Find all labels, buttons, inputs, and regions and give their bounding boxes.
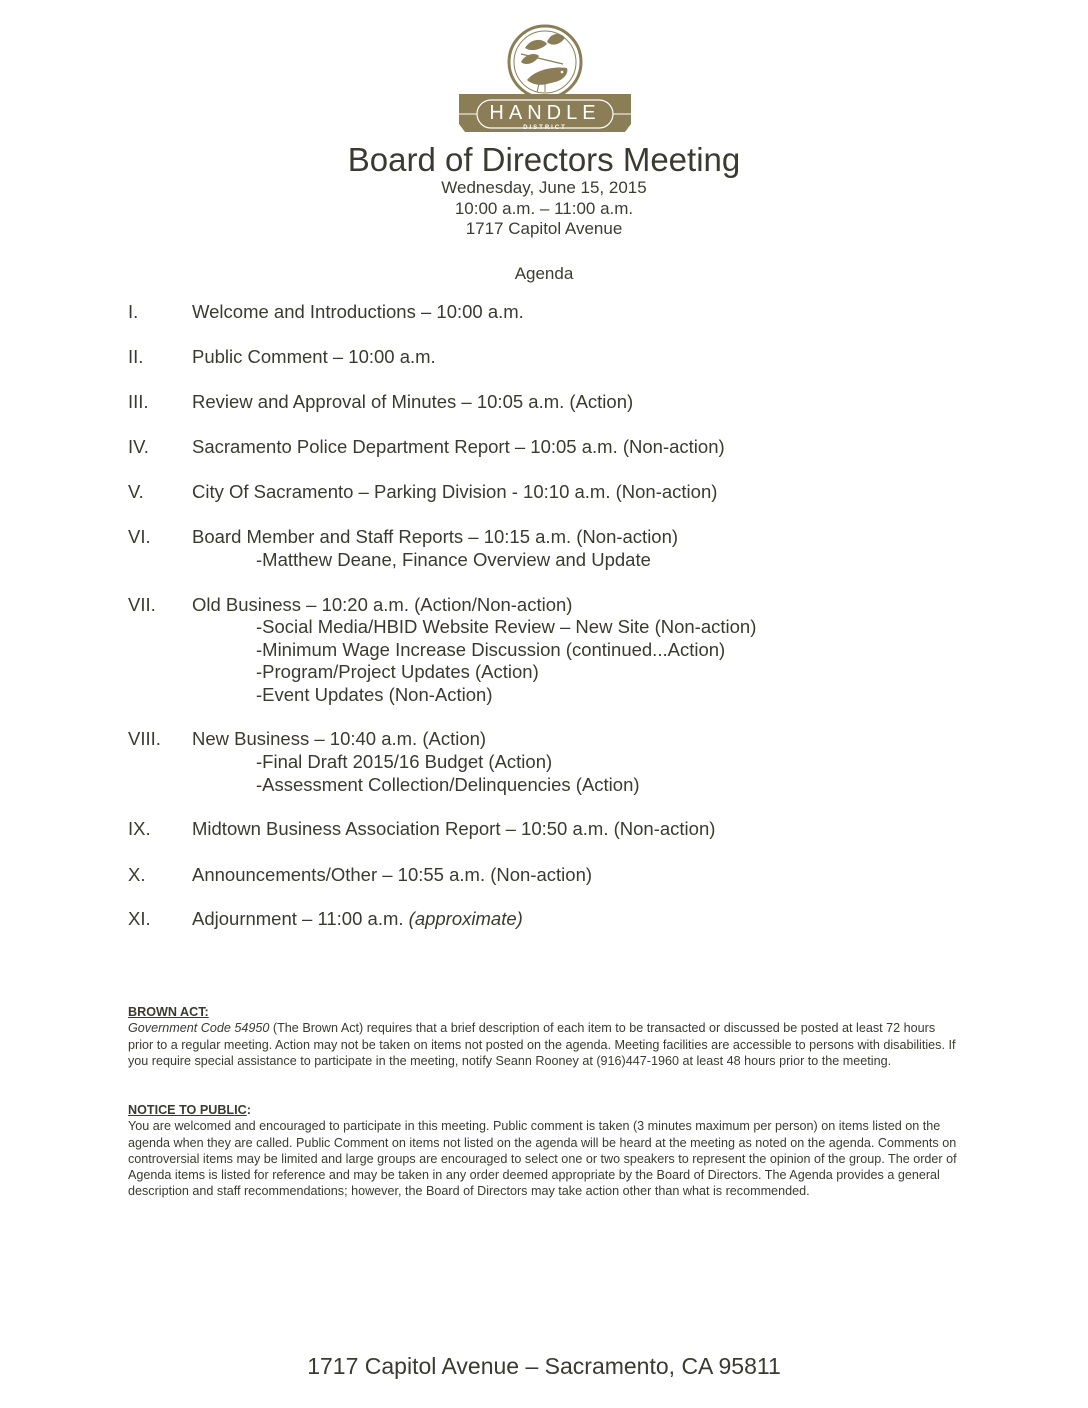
agenda-item-number: III. [128, 391, 149, 412]
agenda-item-text: Sacramento Police Department Report – 10:05 a.m. (Non-action) [192, 436, 725, 457]
agenda-item-note: (approximate) [408, 908, 523, 929]
brown-act-text: (The Brown Act) requires that a brief description of each item to be transacted or discussed be posted at least 72 hours prior to a regular meeting. Action may not be taken on items not posted on the agenda. Meeting facilities are accessible to persons with disabilities. If you require special assistance to participate in the meeting, notify Seann Rooney at (916)447-1960 at least 48 hours prior to the meeting. [128, 1021, 956, 1068]
notice-heading-colon: : [246, 1103, 251, 1117]
agenda-item-text: New Business – 10:40 a.m. (Action) [192, 728, 487, 749]
agenda-subitem-text: -Assessment Collection/Delinquencies (Action) [256, 774, 640, 795]
government-code: Government Code 54950 [128, 1021, 270, 1036]
agenda-item-number: I. [128, 301, 139, 322]
agenda-item-text: City Of Sacramento – Parking Division - 10:10 a.m. (Non-action) [192, 481, 718, 502]
agenda-item-number: V. [128, 481, 144, 502]
agenda-item-number: II. [128, 346, 144, 367]
agenda-item-text: Welcome and Introductions – 10:00 a.m. [192, 301, 524, 322]
agenda-item-number: VII. [128, 594, 156, 615]
agenda-subitem-text: -Program/Project Updates (Action) [256, 661, 539, 682]
agenda-item-number: IV. [128, 436, 149, 457]
agenda-item-text: Review and Approval of Minutes – 10:05 a.m. (Action) [192, 391, 634, 412]
handle-district-logo [455, 24, 635, 138]
agenda-item-text: Old Business – 10:20 a.m. (Action/Non-action) [192, 594, 573, 615]
logo-subtitle: DISTRICT [523, 125, 567, 131]
notice-body: You are welcomed and encouraged to participate in this meeting. Public comment is taken (3 minutes maximum per person) on items listed on the agenda when they are called. Public Comment on items not listed on the agenda will be heard at the meeting as noted on the agenda. Comments on controversial items may be limited and large groups are encouraged to select one or two speakers to represent the opinion of the group. The order of Agenda items is listed for reference and may be taken in any order deemed appropriate by the Board of Directors. The Agenda provides a general description and staff recommendations; however, the Board of Directors may take action other than what is recommended. [128, 1119, 957, 1199]
logo-wordmark: HANDLE [489, 102, 601, 124]
agenda-item-text: Midtown Business Association Report – 10:50 a.m. (Non-action) [192, 818, 716, 839]
agenda-item-text: Public Comment – 10:00 a.m. [192, 346, 436, 367]
agenda-subitem-text: -Matthew Deane, Finance Overview and Update [256, 549, 651, 570]
agenda-subitem-text: -Social Media/HBID Website Review – New Site (Non-action) [256, 616, 757, 637]
agenda-item-text: Board Member and Staff Reports – 10:15 a.m. (Non-action) [192, 526, 679, 547]
agenda-item-number: XI. [128, 908, 151, 929]
footer-address: 1717 Capitol Avenue – Sacramento, CA 95811 [307, 1353, 781, 1379]
agenda-subitem-text: -Event Updates (Non-Action) [256, 684, 493, 705]
agenda-subitem-text: -Final Draft 2015/16 Budget (Action) [256, 751, 553, 772]
meeting-time: 10:00 a.m. – 11:00 a.m. [454, 199, 634, 218]
brown-act-body [128, 1020, 963, 1069]
agenda-item-number: IX. [128, 818, 151, 839]
agenda-heading: Agenda [514, 264, 574, 283]
meeting-date: Wednesday, June 15, 2015 [441, 178, 647, 197]
notice-heading: NOTICE TO PUBLIC [128, 1103, 247, 1117]
agenda-subitem-text: -Minimum Wage Increase Discussion (continued...Action) [256, 639, 726, 660]
brown-act-heading: BROWN ACT: [128, 1005, 209, 1019]
meeting-location: 1717 Capitol Avenue [465, 219, 623, 238]
brown-act-section [128, 1004, 963, 1069]
agenda-item-number: X. [128, 864, 146, 885]
agenda-item-number: VIII. [128, 728, 161, 749]
agenda-item-text [192, 907, 523, 930]
page-title: Board of Directors Meeting [347, 141, 741, 178]
notice-to-public-section [128, 1102, 963, 1200]
agenda-item-text: Announcements/Other – 10:55 a.m. (Non-action) [192, 864, 593, 885]
agenda-item-main: Adjournment – 11:00 a.m. [192, 908, 404, 929]
agenda-item-number: VI. [128, 526, 151, 547]
